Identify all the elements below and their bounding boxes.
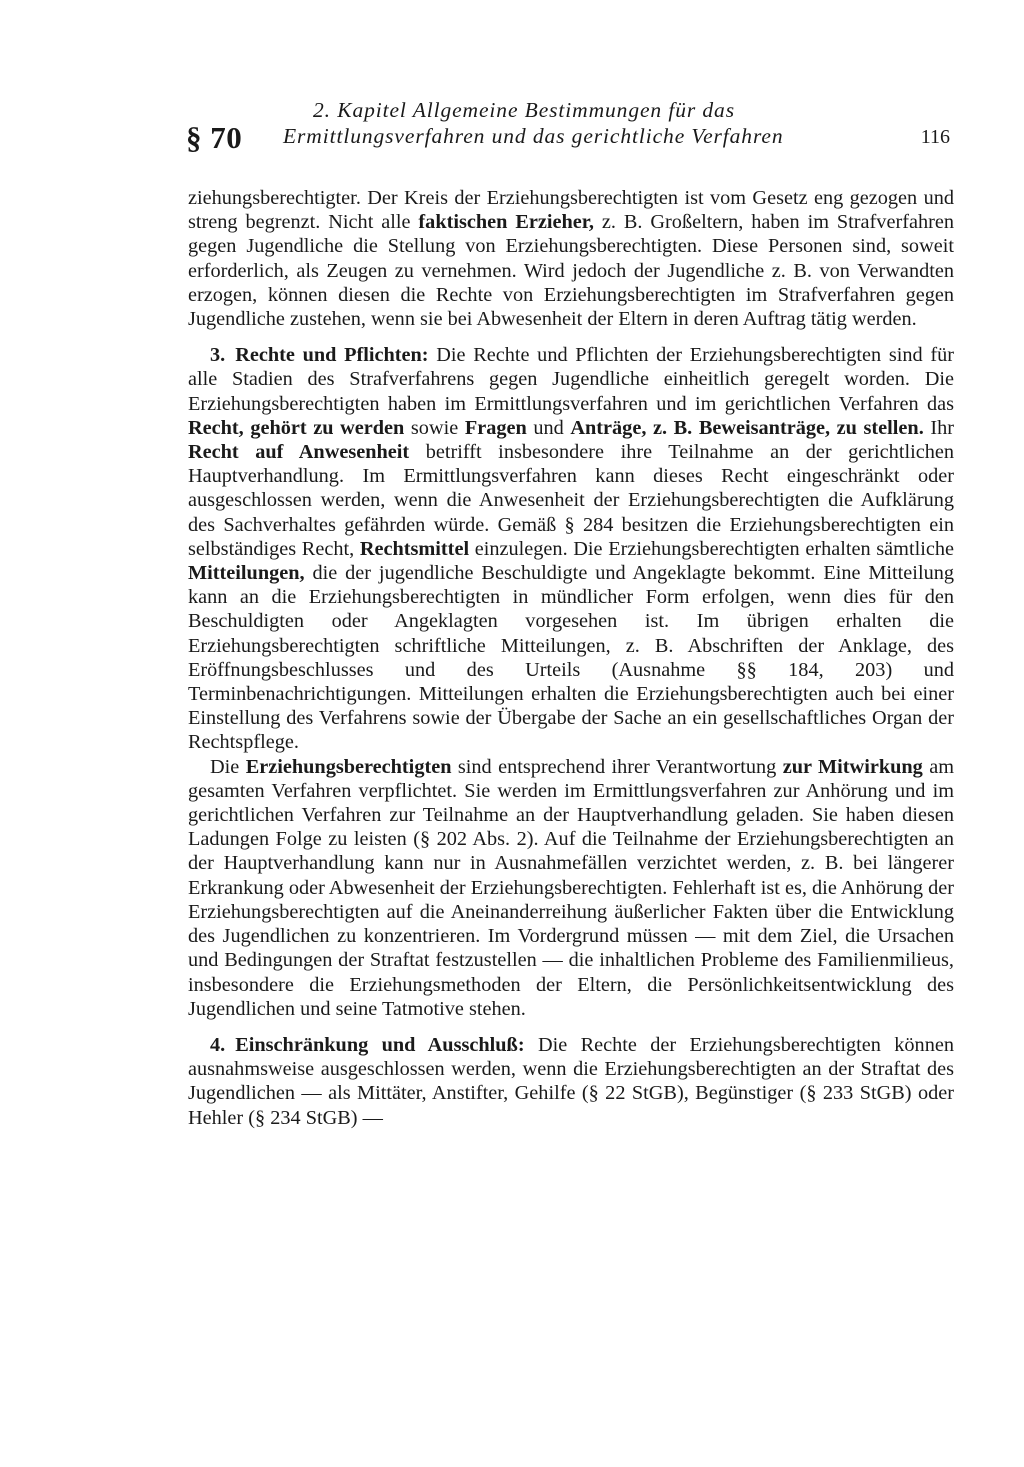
text-span: einzulegen. Die Erziehungsberechtigten erhalten sämtliche <box>469 537 954 560</box>
item-heading: Rechte und Pflichten: <box>235 344 429 367</box>
paragraph-cooperation <box>188 755 954 1021</box>
bold-term: Recht auf Anwesenheit <box>188 441 410 464</box>
text-span: die der jugendliche Beschuldigte und Angeklagte bekommt. Eine Mitteilung kann an die Erziehungsberechtigten in mündlicher Form erfolgen, wenn dies für den Beschuldigten oder Angeklagten vorgesehen ist. Im übrigen erhalten die Erziehungsberechtigten schriftliche Mitteilungen, z. B. Abschriften der Anklage, des Eröffnungsbeschlusses und des Urteils (Ausnahme §§ 184, 203) und Terminbenachrichtigungen. Mitteilungen erhalten die Erziehungsberechtigten auch bei einer Einstellung des Verfahrens sowie der Übergabe der Sache an ein gesellschaftliches Organ der Rechtspflege. <box>188 562 954 754</box>
bold-term: Fragen <box>464 416 527 439</box>
text-span: sind entsprechend ihrer Verantwortung <box>451 755 783 778</box>
page-header <box>186 96 956 158</box>
page-number: 116 <box>920 126 950 148</box>
bold-term: Recht, gehört zu werden <box>188 416 405 439</box>
text-span: sowie <box>404 416 465 439</box>
bold-term: Rechtsmittel <box>359 537 470 560</box>
section-number: § 70 <box>186 120 243 155</box>
text-span: am gesamten Verfahren verpflichtet. Sie werden im Ermittlungsverfahren zur Anhörung und im gerichtlichen Verfahren zur Teilnahme an der Hauptverhandlung geladen. Sie haben diesen Ladungen Folge zu leisten (§ 202 Abs. 2). Auf die Teilnahme der Erziehungsberechtigten an der Hauptverhandlung kann nur in Ausnahmefällen verzichtet werden, z. B. bei längerer Erkrankung oder Abwesenheit der Erziehungsberechtigten. Fehlerhaft ist es, die Anhörung der Erziehungsberechtigten auf die Aneinanderreihung äußerlicher Fakten über die Entwicklung des Jugendlichen zu konzentrieren. Im Vordergrund müssen — mit dem Ziel, die Ursachen und Bedingungen der Straftat festzustellen — die inhaltlichen Probleme des Familienmilieus, insbesondere die Erziehungsmethoden der Eltern, die Persönlichkeitsentwicklung des Jugendlichen und seine Tatmotive stehen. <box>188 755 954 1020</box>
item-number: 4. <box>210 1033 226 1056</box>
text-span: Ihr <box>923 416 955 439</box>
paragraph-rights-duties <box>188 343 954 754</box>
paragraph-intro <box>188 186 954 331</box>
text-span: betrifft insbesondere ihre Teilnahme an der gerichtlichen Hauptverhandlung. Im Ermittlungsverfahren kann dieses Recht eingeschränkt oder ausgeschlossen werden, wenn die Anwesenheit der Erziehungsberechtigten die Aufklärung des Sachverhaltes gefährden würde. Gemäß § 284 besitzen die Erziehungsberechtigten ein selbständiges Recht, <box>188 441 955 560</box>
bold-term: zur Mitwirkung <box>782 755 923 778</box>
item-heading: Einschränkung und Ausschluß: <box>235 1033 525 1056</box>
bold-term: Erziehungsberechtigten <box>245 755 452 778</box>
text-span: und <box>526 416 571 439</box>
chapter-title-line-2: Ermittlungsverfahren und das gerichtliche Verfahren <box>283 124 784 148</box>
item-number: 3. <box>210 344 226 367</box>
chapter-title-line-1: 2. Kapitel Allgemeine Bestimmungen für das <box>313 98 735 122</box>
bold-term: faktischen Erzieher, <box>418 211 595 234</box>
text-span: z. B. Großeltern, haben im Strafverfahren gegen Jugendliche die Stellung von Erziehungsberechtigten. Diese Personen sind, soweit erforderlich, als Zeugen zu vernehmen. Wird jedoch der Jugendliche z. B. von Verwandten erzogen, können diesen die Rechte von Erziehungsberechtigten im Strafverfahren gegen Jugendliche zustehen, wenn sie bei Abwesenheit der Eltern in deren Auftrag tätig werden. <box>188 211 954 331</box>
text-span: ziehungsberechtigter. Der Kreis der Erziehungsberechtigten ist vom Gesetz eng gezogen und streng begrenzt. Nicht alle <box>188 187 954 234</box>
text-span: Die Rechte und Pflichten der Erziehungsberechtigten sind für alle Stadien des Strafverfahrens gegen Jugendliche einheitlich geregelt worden. Die Erziehungsberechtigten haben im Ermittlungsverfahren und im gerichtlichen Verfahren das <box>188 344 954 415</box>
text-span: Die <box>210 755 246 778</box>
bold-term: Mitteilungen, <box>188 562 305 585</box>
bold-term: Anträge, z. B. Beweisanträge, zu stellen. <box>570 416 924 439</box>
body-text <box>188 186 954 1130</box>
paragraph-restriction <box>188 1033 954 1130</box>
text-span: Die Rechte der Erziehungsberechtigten können ausnahmsweise ausgeschlossen werden, wenn die Erziehungsberechtigten an der Straftat des Jugendlichen — als Mittäter, Anstifter, Gehilfe (§ 22 StGB), Begünstiger (§ 233 StGB) oder Hehler (§ 234 StGB) — <box>188 1033 954 1129</box>
